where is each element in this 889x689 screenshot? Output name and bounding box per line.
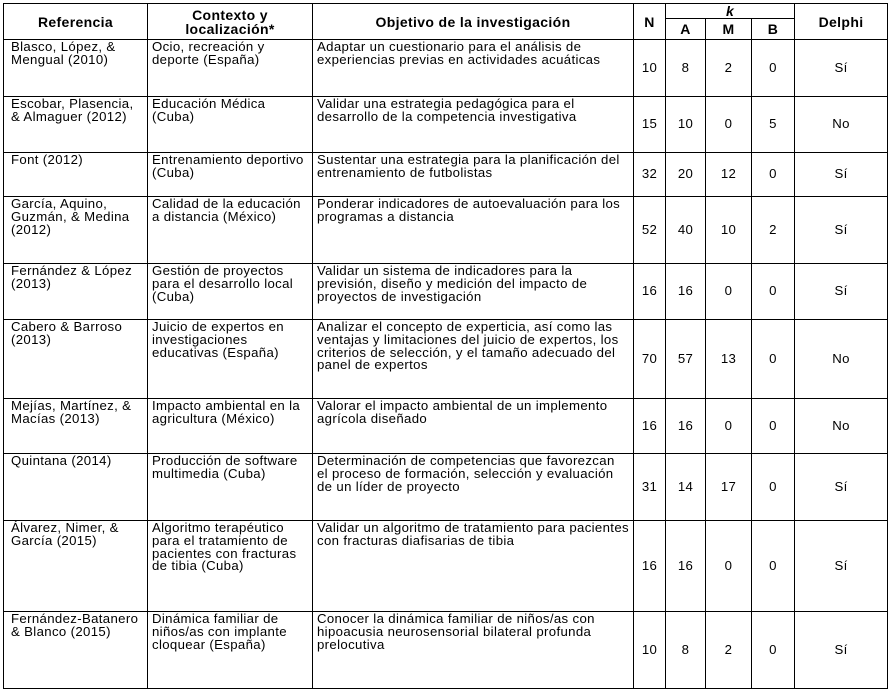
cell-objetivo: Conocer la dinámica familiar de niños/as con hipoacusia neurosensorial bilateral profunda prelocutiva bbox=[313, 612, 634, 689]
cell-b: 0 bbox=[752, 40, 795, 97]
cell-m: 0 bbox=[706, 399, 752, 454]
cell-delphi: Sí bbox=[795, 40, 888, 97]
cell-contexto: Dinámica familiar de niños/as con implante cloquear (España) bbox=[148, 612, 313, 689]
cell-contexto: Gestión de proyectos para el desarrollo local (Cuba) bbox=[148, 264, 313, 320]
cell-a: 14 bbox=[666, 454, 706, 521]
cell-objetivo: Valorar el impacto ambiental de un implemento agrícola diseñado bbox=[313, 399, 634, 454]
cell-n: 16 bbox=[634, 399, 666, 454]
cell-a: 8 bbox=[666, 612, 706, 689]
cell-referencia: Quintana (2014) bbox=[4, 454, 148, 521]
table-row bbox=[4, 264, 888, 320]
cell-contexto: Calidad de la educación a distancia (México) bbox=[148, 197, 313, 264]
header-m: M bbox=[706, 19, 752, 40]
cell-m: 17 bbox=[706, 454, 752, 521]
cell-b: 0 bbox=[752, 399, 795, 454]
table-row bbox=[4, 612, 888, 689]
cell-objetivo: Validar un algoritmo de tratamiento para pacientes con fracturas diafisarias de tibia bbox=[313, 521, 634, 612]
table-row bbox=[4, 521, 888, 612]
cell-referencia: Álvarez, Nimer, & García (2015) bbox=[4, 521, 148, 612]
cell-b: 0 bbox=[752, 264, 795, 320]
cell-m: 13 bbox=[706, 320, 752, 399]
header-a: A bbox=[666, 19, 706, 40]
cell-objetivo: Ponderar indicadores de autoevaluación para los programas a distancia bbox=[313, 197, 634, 264]
cell-delphi: No bbox=[795, 97, 888, 153]
cell-objetivo: Sustentar una estrategia para la planificación del entrenamiento de futbolistas bbox=[313, 153, 634, 197]
cell-referencia: Blasco, López, & Mengual (2010) bbox=[4, 40, 148, 97]
header-k: k bbox=[666, 4, 795, 19]
cell-objetivo: Validar una estrategia pedagógica para el desarrollo de la competencia investigativa bbox=[313, 97, 634, 153]
cell-delphi: Sí bbox=[795, 612, 888, 689]
cell-delphi: Sí bbox=[795, 264, 888, 320]
studies-table bbox=[3, 3, 888, 689]
cell-b: 0 bbox=[752, 320, 795, 399]
cell-contexto: Algoritmo terapéutico para el tratamiento de pacientes con fracturas de tibia (Cuba) bbox=[148, 521, 313, 612]
cell-contexto: Producción de software multimedia (Cuba) bbox=[148, 454, 313, 521]
cell-objetivo: Adaptar un cuestionario para el análisis de experiencias previas en actividades acuáticas bbox=[313, 40, 634, 97]
cell-contexto: Entrenamiento deportivo (Cuba) bbox=[148, 153, 313, 197]
cell-referencia: Cabero & Barroso (2013) bbox=[4, 320, 148, 399]
table-body bbox=[4, 40, 888, 689]
cell-delphi: No bbox=[795, 399, 888, 454]
cell-a: 40 bbox=[666, 197, 706, 264]
cell-contexto: Educación Médica (Cuba) bbox=[148, 97, 313, 153]
cell-referencia: Fernández & López (2013) bbox=[4, 264, 148, 320]
cell-delphi: Sí bbox=[795, 454, 888, 521]
cell-n: 52 bbox=[634, 197, 666, 264]
cell-m: 0 bbox=[706, 264, 752, 320]
cell-m: 12 bbox=[706, 153, 752, 197]
cell-referencia: Fernández-Batanero & Blanco (2015) bbox=[4, 612, 148, 689]
cell-contexto: Ocio, recreación y deporte (España) bbox=[148, 40, 313, 97]
cell-n: 15 bbox=[634, 97, 666, 153]
cell-contexto: Impacto ambiental en la agricultura (México) bbox=[148, 399, 313, 454]
table-row bbox=[4, 399, 888, 454]
cell-referencia: Font (2012) bbox=[4, 153, 148, 197]
header-contexto: Contexto y localización* bbox=[148, 4, 313, 40]
cell-referencia: García, Aquino, Guzmán, & Medina (2012) bbox=[4, 197, 148, 264]
cell-n: 32 bbox=[634, 153, 666, 197]
cell-n: 31 bbox=[634, 454, 666, 521]
cell-n: 10 bbox=[634, 612, 666, 689]
table-row bbox=[4, 153, 888, 197]
cell-m: 2 bbox=[706, 612, 752, 689]
cell-b: 2 bbox=[752, 197, 795, 264]
cell-b: 5 bbox=[752, 97, 795, 153]
cell-n: 16 bbox=[634, 521, 666, 612]
cell-b: 0 bbox=[752, 153, 795, 197]
cell-b: 0 bbox=[752, 612, 795, 689]
table-row bbox=[4, 320, 888, 399]
cell-m: 10 bbox=[706, 197, 752, 264]
cell-referencia: Mejías, Martínez, & Macías (2013) bbox=[4, 399, 148, 454]
header-referencia: Referencia bbox=[4, 4, 148, 40]
cell-m: 0 bbox=[706, 521, 752, 612]
cell-objetivo: Validar un sistema de indicadores para la previsión, diseño y medición del impacto de proyectos de investigación bbox=[313, 264, 634, 320]
header-delphi: Delphi bbox=[795, 4, 888, 40]
cell-a: 8 bbox=[666, 40, 706, 97]
cell-delphi: No bbox=[795, 320, 888, 399]
cell-delphi: Sí bbox=[795, 521, 888, 612]
table-row bbox=[4, 454, 888, 521]
cell-objetivo: Analizar el concepto de experticia, así como las ventajas y limitaciones del juicio de expertos, los criterios de selección, y el tamaño adecuado del panel de expertos bbox=[313, 320, 634, 399]
cell-a: 20 bbox=[666, 153, 706, 197]
cell-a: 57 bbox=[666, 320, 706, 399]
cell-n: 70 bbox=[634, 320, 666, 399]
cell-contexto: Juicio de expertos en investigaciones educativas (España) bbox=[148, 320, 313, 399]
header-b: B bbox=[752, 19, 795, 40]
cell-a: 16 bbox=[666, 264, 706, 320]
cell-delphi: Sí bbox=[795, 197, 888, 264]
table-row bbox=[4, 40, 888, 97]
header-objetivo: Objetivo de la investigación bbox=[313, 4, 634, 40]
cell-b: 0 bbox=[752, 521, 795, 612]
cell-b: 0 bbox=[752, 454, 795, 521]
cell-n: 10 bbox=[634, 40, 666, 97]
cell-m: 2 bbox=[706, 40, 752, 97]
cell-referencia: Escobar, Plasencia, & Almaguer (2012) bbox=[4, 97, 148, 153]
cell-delphi: Sí bbox=[795, 153, 888, 197]
header-n: N bbox=[634, 4, 666, 40]
cell-a: 16 bbox=[666, 399, 706, 454]
cell-n: 16 bbox=[634, 264, 666, 320]
cell-m: 0 bbox=[706, 97, 752, 153]
table-row bbox=[4, 197, 888, 264]
table-row bbox=[4, 97, 888, 153]
cell-a: 16 bbox=[666, 521, 706, 612]
cell-a: 10 bbox=[666, 97, 706, 153]
cell-objetivo: Determinación de competencias que favorezcan el proceso de formación, selección y evaluación de un líder de proyecto bbox=[313, 454, 634, 521]
